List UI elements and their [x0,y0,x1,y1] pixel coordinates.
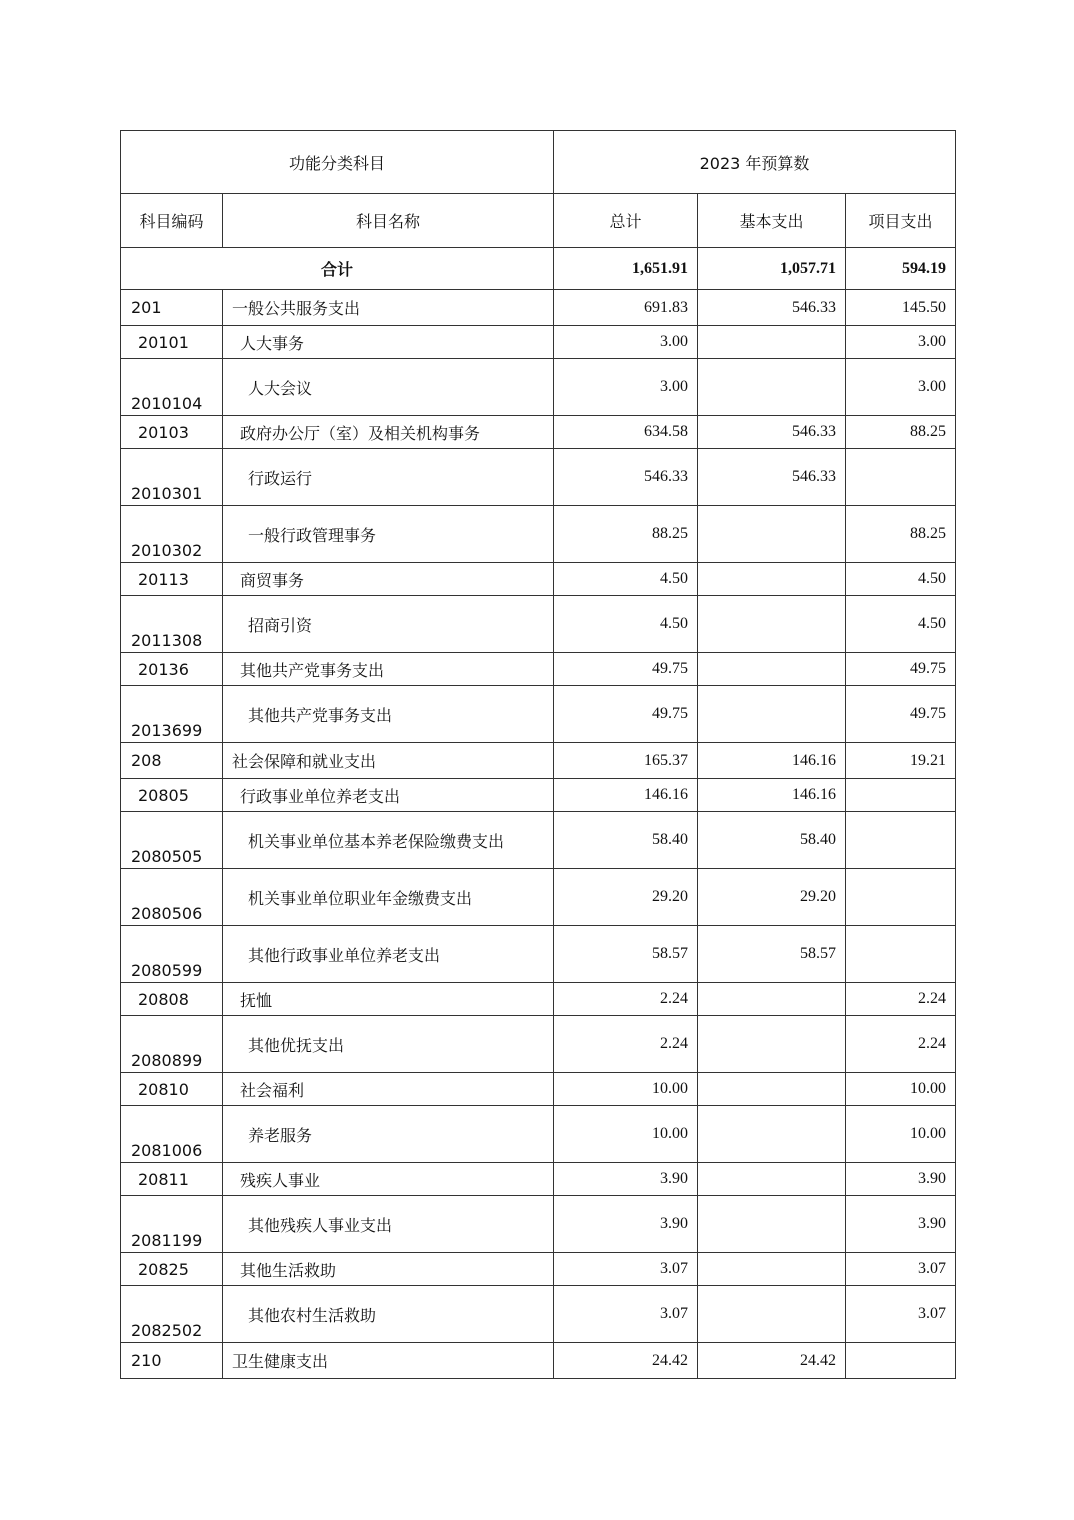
row-name: 行政事业单位养老支出 [223,779,554,812]
row-name: 商贸事务 [223,563,554,596]
row-total: 29.20 [554,869,698,926]
totals-basic: 1,057.71 [698,248,846,290]
row-project: 3.00 [846,326,956,359]
table-row [121,743,956,779]
row-total: 546.33 [554,449,698,506]
row-total: 2.24 [554,983,698,1016]
row-project [846,449,956,506]
row-name: 残疾人事业 [223,1163,554,1196]
row-project: 4.50 [846,563,956,596]
row-code: 208 [121,743,223,779]
row-project [846,869,956,926]
row-basic [698,1073,846,1106]
table-row [121,926,956,983]
row-name: 其他行政事业单位养老支出 [223,926,554,983]
row-code: 2080899 [121,1016,223,1073]
row-total: 146.16 [554,779,698,812]
table-row [121,1163,956,1196]
row-project [846,1343,956,1379]
row-basic [698,506,846,563]
table-row [121,686,956,743]
row-name: 其他残疾人事业支出 [223,1196,554,1253]
row-code: 20811 [121,1163,223,1196]
table-row [121,1196,956,1253]
row-total: 3.07 [554,1253,698,1286]
row-basic [698,686,846,743]
row-total: 2.24 [554,1016,698,1073]
row-code: 2080506 [121,869,223,926]
row-name: 人大事务 [223,326,554,359]
row-total: 165.37 [554,743,698,779]
row-total: 58.40 [554,812,698,869]
row-name: 招商引资 [223,596,554,653]
row-basic [698,563,846,596]
table-row [121,563,956,596]
table-row [121,449,956,506]
row-total: 691.83 [554,290,698,326]
row-total: 10.00 [554,1073,698,1106]
row-name: 其他生活救助 [223,1253,554,1286]
row-basic [698,653,846,686]
row-project: 10.00 [846,1073,956,1106]
function-category-header: 功能分类科目 [121,131,554,194]
row-basic: 546.33 [698,416,846,449]
code-header: 科目编码 [121,194,223,248]
row-project: 88.25 [846,416,956,449]
header-row-1 [121,131,956,194]
row-project: 3.90 [846,1196,956,1253]
row-basic [698,1106,846,1163]
total-header: 总计 [554,194,698,248]
row-basic [698,1286,846,1343]
row-total: 49.75 [554,686,698,743]
row-name: 抚恤 [223,983,554,1016]
row-code: 20810 [121,1073,223,1106]
row-code: 2080599 [121,926,223,983]
row-total: 3.07 [554,1286,698,1343]
table-row [121,326,956,359]
row-code: 20103 [121,416,223,449]
totals-project: 594.19 [846,248,956,290]
row-code: 20825 [121,1253,223,1286]
row-code: 2010302 [121,506,223,563]
name-header: 科目名称 [223,194,554,248]
row-total: 3.00 [554,326,698,359]
row-code: 20101 [121,326,223,359]
row-basic: 546.33 [698,290,846,326]
budget-table [120,130,956,1379]
row-basic [698,359,846,416]
row-name: 一般公共服务支出 [223,290,554,326]
row-total: 3.00 [554,359,698,416]
row-total: 3.90 [554,1163,698,1196]
row-project [846,926,956,983]
row-name: 社会福利 [223,1073,554,1106]
row-code: 2010104 [121,359,223,416]
row-code: 20136 [121,653,223,686]
row-total: 10.00 [554,1106,698,1163]
row-total: 58.57 [554,926,698,983]
header-row-2 [121,194,956,248]
row-name: 一般行政管理事务 [223,506,554,563]
row-basic [698,1016,846,1073]
row-code: 2082502 [121,1286,223,1343]
row-name: 其他共产党事务支出 [223,686,554,743]
table-row [121,290,956,326]
row-basic: 29.20 [698,869,846,926]
project-header: 项目支出 [846,194,956,248]
row-project: 49.75 [846,653,956,686]
table-row [121,1343,956,1379]
row-name: 养老服务 [223,1106,554,1163]
row-code: 20805 [121,779,223,812]
row-name: 政府办公厅（室）及相关机构事务 [223,416,554,449]
row-project: 3.00 [846,359,956,416]
row-total: 634.58 [554,416,698,449]
table-row [121,869,956,926]
row-code: 2081006 [121,1106,223,1163]
row-total: 3.90 [554,1196,698,1253]
row-code: 201 [121,290,223,326]
row-basic: 24.42 [698,1343,846,1379]
row-code: 20808 [121,983,223,1016]
row-name: 社会保障和就业支出 [223,743,554,779]
row-project: 3.07 [846,1286,956,1343]
table-row [121,416,956,449]
row-total: 24.42 [554,1343,698,1379]
row-project: 3.07 [846,1253,956,1286]
row-code: 2080505 [121,812,223,869]
table-row [121,1106,956,1163]
row-basic [698,983,846,1016]
table-row [121,983,956,1016]
row-basic: 146.16 [698,779,846,812]
table-row [121,596,956,653]
row-name: 其他农村生活救助 [223,1286,554,1343]
row-basic: 58.57 [698,926,846,983]
row-code: 210 [121,1343,223,1379]
row-project: 4.50 [846,596,956,653]
table-row [121,506,956,563]
table-row [121,1016,956,1073]
table-row [121,653,956,686]
row-basic [698,596,846,653]
row-project: 2.24 [846,1016,956,1073]
row-project: 88.25 [846,506,956,563]
table-row [121,1073,956,1106]
row-project: 145.50 [846,290,956,326]
row-project: 2.24 [846,983,956,1016]
row-total: 4.50 [554,596,698,653]
row-name: 行政运行 [223,449,554,506]
row-name: 卫生健康支出 [223,1343,554,1379]
row-name: 其他优抚支出 [223,1016,554,1073]
row-basic [698,1163,846,1196]
table-row [121,812,956,869]
basic-header: 基本支出 [698,194,846,248]
totals-total: 1,651.91 [554,248,698,290]
row-name: 机关事业单位基本养老保险缴费支出 [223,812,554,869]
row-basic [698,1196,846,1253]
row-code: 2010301 [121,449,223,506]
totals-label: 合计 [121,248,554,290]
table-row [121,1286,956,1343]
row-name: 其他共产党事务支出 [223,653,554,686]
row-basic [698,326,846,359]
row-code: 20113 [121,563,223,596]
row-basic: 146.16 [698,743,846,779]
row-total: 4.50 [554,563,698,596]
row-code: 2013699 [121,686,223,743]
row-basic: 58.40 [698,812,846,869]
row-name: 人大会议 [223,359,554,416]
row-project: 10.00 [846,1106,956,1163]
row-code: 2081199 [121,1196,223,1253]
table-row [121,359,956,416]
row-name: 机关事业单位职业年金缴费支出 [223,869,554,926]
row-code: 2011308 [121,596,223,653]
row-total: 88.25 [554,506,698,563]
row-project [846,812,956,869]
row-project: 19.21 [846,743,956,779]
table-row [121,779,956,812]
row-project [846,779,956,812]
row-project: 3.90 [846,1163,956,1196]
row-total: 49.75 [554,653,698,686]
budget-year-header: 2023 年预算数 [554,131,956,194]
row-basic: 546.33 [698,449,846,506]
table-row [121,1253,956,1286]
row-project: 49.75 [846,686,956,743]
totals-row [121,248,956,290]
row-basic [698,1253,846,1286]
